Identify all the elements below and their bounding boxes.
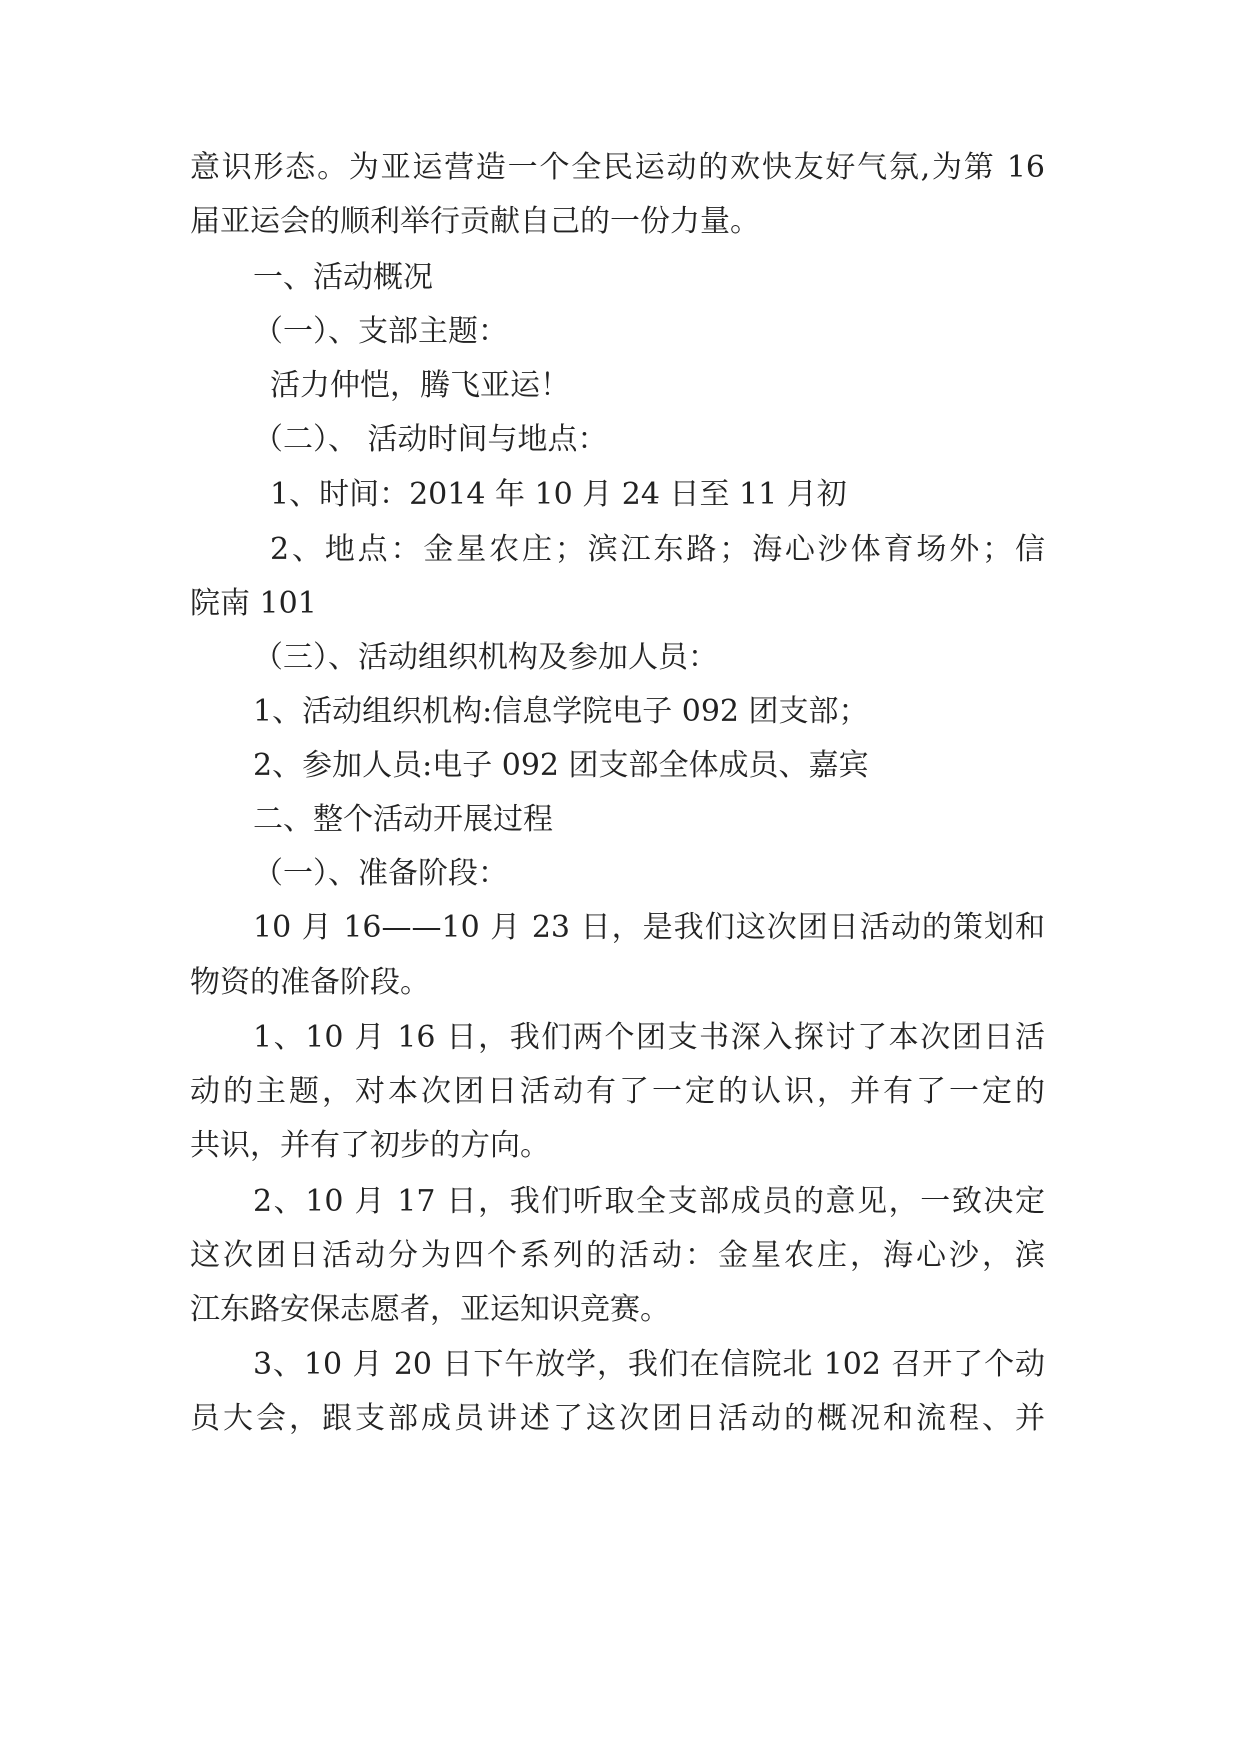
step-1-line-2: 动的主题，对本次团日活动有了一定的认识，并有了一定的 — [190, 1074, 1045, 1109]
step-1-line-3: 共识，并有了初步的方向。 — [190, 1128, 550, 1163]
text-line-1: 意识形态。为亚运营造一个全民运动的欢快友好气氛,为第 16 — [190, 150, 1045, 185]
theme-slogan: 活力仲恺，腾飞亚运！ — [270, 368, 570, 403]
step-1-line-1: 1、10 月 16 日，我们两个团支书深入探讨了本次团日活 — [253, 1020, 1045, 1055]
subheading-time-place: （二）、 活动时间与地点： — [253, 422, 608, 457]
section-heading-activity-overview: 一、活动概况 — [253, 260, 433, 295]
step-2-line-2: 这次团日活动分为四个系列的活动：金星农庄，海心沙，滨 — [190, 1238, 1045, 1273]
activity-place: 2、地点：金星农庄；滨江东路；海心沙体育场外；信 — [270, 532, 1045, 567]
step-2-line-1: 2、10 月 17 日，我们听取全支部成员的意见，一致决定 — [253, 1184, 1045, 1219]
organizing-body: 1、活动组织机构:信息学院电子 092 团支部； — [253, 694, 869, 729]
activity-time: 1、时间：2014 年 10 月 24 日至 11 月初 — [270, 477, 847, 512]
subheading-preparation: （一）、准备阶段： — [253, 856, 508, 891]
subheading-branch-theme: （一）、支部主题： — [253, 314, 508, 349]
step-2-line-3: 江东路安保志愿者，亚运知识竞赛。 — [190, 1292, 670, 1327]
participants: 2、参加人员:电子 092 团支部全体成员、嘉宾 — [253, 748, 869, 783]
text-line-2: 届亚运会的顺利举行贡献自己的一份力量。 — [190, 204, 760, 239]
subheading-organization: （三）、活动组织机构及参加人员： — [253, 640, 718, 675]
activity-place-continued: 院南 101 — [190, 586, 317, 621]
step-3-line-1: 3、10 月 20 日下午放学，我们在信院北 102 召开了个动 — [253, 1347, 1045, 1382]
preparation-paragraph: 10 月 16——10 月 23 日，是我们这次团日活动的策划和 — [253, 910, 1045, 945]
section-heading-process: 二、整个活动开展过程 — [253, 802, 553, 837]
step-3-line-2: 员大会，跟支部成员讲述了这次团日活动的概况和流程、并 — [190, 1401, 1045, 1436]
preparation-paragraph-continued: 物资的准备阶段。 — [190, 965, 430, 1000]
